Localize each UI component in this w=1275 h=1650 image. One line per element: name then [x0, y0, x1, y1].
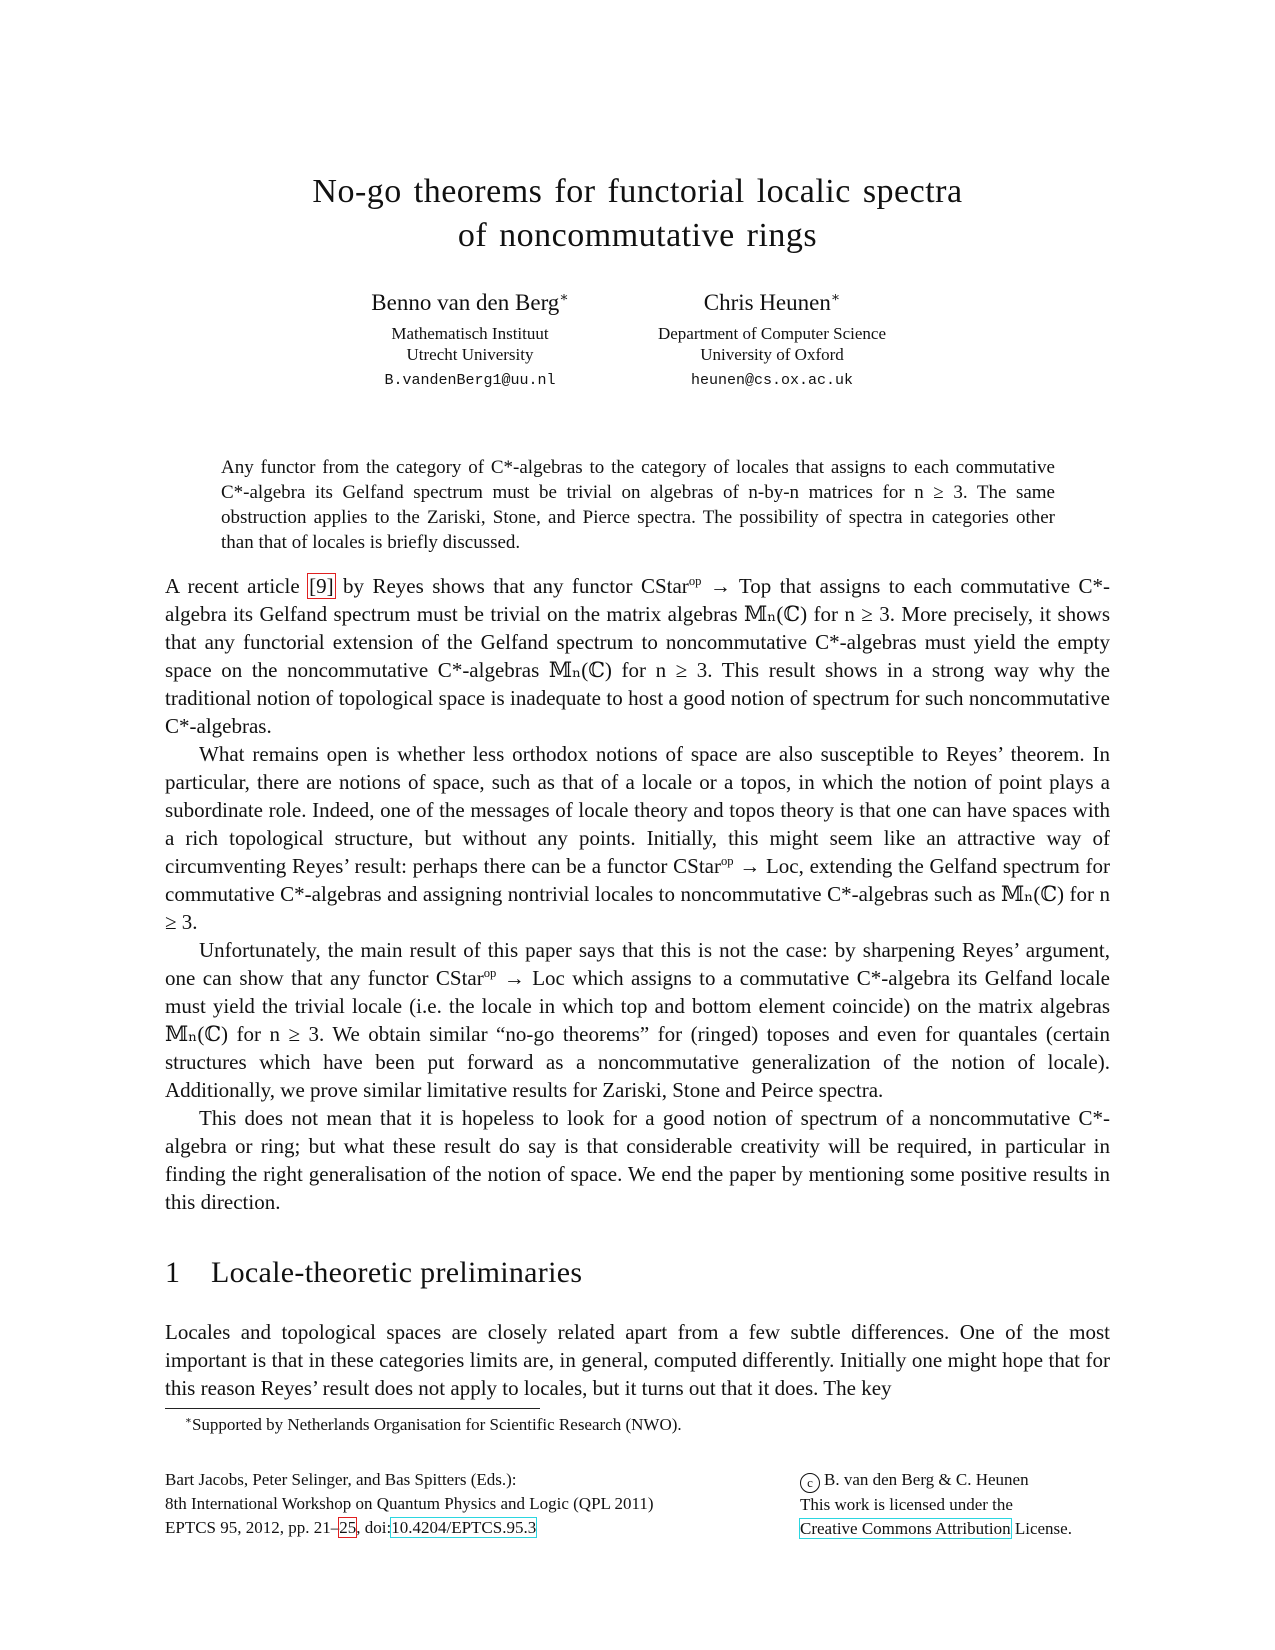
author-block-2	[622, 287, 922, 391]
footnote-rule	[165, 1408, 540, 1409]
citation-link[interactable]: [9]	[309, 574, 334, 598]
author-name: Chris Heunen∗	[703, 289, 841, 315]
paragraph: A recent article [9] by Reyes shows that any functor CStar$^{op}$ → Top that assigns to each commutative C*-algebra its Gelfand spectrum must be trivial on the matrix algebras 𝕄ₙ(ℂ) for n ≥ 3. More precisely, it shows that any functorial extension of the Gelfand spectrum to noncommutative C*-algebras must yield the empty space on the noncommutative C*-algebras 𝕄ₙ(ℂ) for n ≥ 3. This result shows in a strong way why the traditional notion of topological space is inadequate to host a good notion of spectrum for such noncommutative C*-algebras.	[165, 574, 1111, 738]
section-number: 1	[165, 1256, 181, 1289]
footnote-text: Supported by Netherlands Organisation for Scientific Research (NWO).	[191, 1415, 682, 1434]
abstract: Any functor from the category of C*-algebras to the category of locales that assigns to each commutative C*-algebra its Gelfand spectrum must be trivial on algebras of n-by-n matrices for n ≥ 3. The same obstruction applies to the Zariski, Stone, and Pierce spectra. The possibility of spectra in categories other than that of locales is briefly discussed.	[221, 457, 1055, 553]
footnote-mark: ∗	[185, 1415, 192, 1427]
introduction	[165, 572, 1110, 1216]
superscript: op	[688, 574, 702, 588]
copyright-icon: c	[800, 1473, 820, 1493]
license-line: Creative Commons Attribution License.	[800, 1519, 1072, 1538]
copyright-line: c B. van den Berg & C. Heunen	[800, 1468, 1072, 1493]
footnote-mark: ∗	[559, 289, 569, 305]
license-info	[800, 1468, 1072, 1541]
cc-license-link[interactable]: Creative Commons Attribution	[800, 1519, 1011, 1538]
title-line-2: of noncommutative rings	[457, 217, 818, 254]
author-email[interactable]: B.vandenBerg1@uu.nl	[384, 372, 556, 389]
author-name: Benno van den Berg∗	[371, 289, 569, 315]
superscript: op	[720, 854, 734, 868]
license-line: This work is licensed under the	[800, 1495, 1013, 1514]
last-page-link[interactable]: 25	[339, 1518, 357, 1537]
author-email[interactable]: heunen@cs.ox.ac.uk	[690, 372, 854, 389]
venue-line: EPTCS 95, 2012, pp. 21–25, doi:10.4204/EPTCS.95.3	[165, 1518, 537, 1537]
affiliation-line: Mathematisch Instituut	[391, 324, 549, 343]
author-block-1	[335, 287, 605, 391]
title-line-1: No-go theorems for functorial localic spectra	[312, 173, 963, 210]
affiliation-line: University of Oxford	[700, 345, 844, 364]
venue-line: Bart Jacobs, Peter Selinger, and Bas Spitters (Eds.):	[165, 1470, 517, 1489]
footnote	[185, 1414, 682, 1436]
section-heading	[165, 1255, 582, 1291]
author-affiliation	[335, 323, 605, 365]
footnote-mark: ∗	[830, 289, 841, 305]
venue-info	[165, 1468, 654, 1540]
paragraph: Unfortunately, the main result of this paper says that this is not the case: by sharpening Reyes’ argument, one can show that any functor CStar$^{op}$ → Loc which assigns to a commutative C*-algebra its Gelfand locale must yield the trivial locale (i.e. the locale in which top and bottom element coincide) on the matrix algebras 𝕄ₙ(ℂ) for n ≥ 3. We obtain similar “no-go theorems” for (ringed) toposes and even for quantales (certain structures which have been put forward as a noncommutative generalization of the notion of locale). Additionally, we prove similar limitative results for Zariski, Stone and Peirce spectra.	[165, 938, 1110, 1102]
superscript: op	[483, 966, 497, 980]
section-paragraph: Locales and topological spaces are closely related apart from a few subtle differences. One of the most important is that in these categories limits are, in general, computed differently. Initially one might hope that for this reason Reyes’ result does not apply to locales, but it turns out that it does. The key	[165, 1320, 1110, 1400]
author-affiliation	[622, 323, 922, 365]
paper-title	[0, 170, 1275, 258]
paragraph: This does not mean that it is hopeless to look for a good notion of spectrum of a noncommutative C*-algebra or ring; but what these result do say is that considerable creativity will be required, in particular in finding the right generalisation of the notion of space. We end the paper by mentioning some positive results in this direction.	[165, 1106, 1110, 1214]
doi-link[interactable]: 10.4204/EPTCS.95.3	[391, 1518, 537, 1537]
paragraph: What remains open is whether less orthodox notions of space are also susceptible to Reyes’ theorem. In particular, there are notions of space, such as that of a locale or a topos, in which the notion of point plays a subordinate role. Indeed, one of the messages of locale theory and topos theory is that one can have spaces with a rich topological structure, but without any points. Initially, this might seem like an attractive way of circumventing Reyes’ result: perhaps there can be a functor CStar$^{op}$ → Loc, extending the Gelfand spectrum for commutative C*-algebras and assigning nontrivial locales to noncommutative C*-algebras such as 𝕄ₙ(ℂ) for n ≥ 3.	[165, 742, 1110, 934]
venue-line: 8th International Workshop on Quantum Physics and Logic (QPL 2011)	[165, 1494, 654, 1513]
affiliation-line: Utrecht University	[406, 345, 534, 364]
affiliation-line: Department of Computer Science	[657, 324, 886, 343]
section-title: Locale-theoretic preliminaries	[211, 1256, 583, 1289]
